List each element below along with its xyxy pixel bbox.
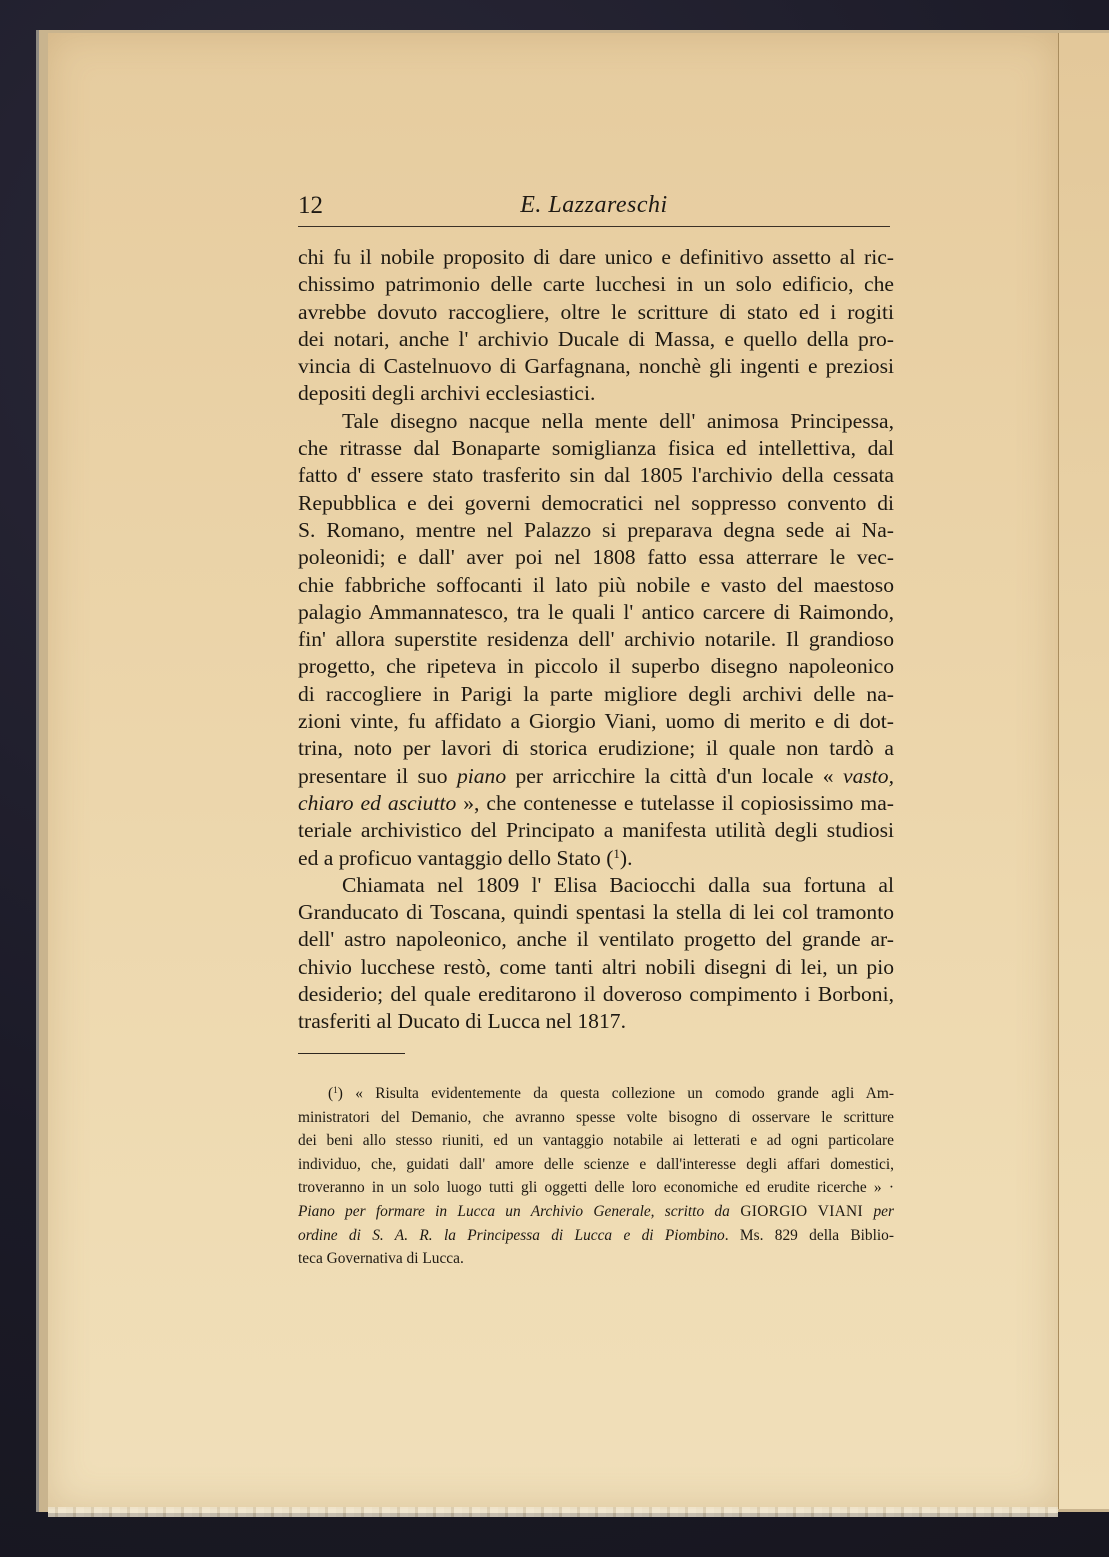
citation-italic: ordine di S. A. R. la Principessa di Lucca e di Piombino xyxy=(298,1226,725,1244)
text-line: teriale archivistico del Principato a manifesta utilità degli studiosi xyxy=(298,818,894,843)
text-line: che ritrasse dal Bonaparte somiglianza fisica ed intellettiva, dal xyxy=(298,436,894,461)
text-line: poleonidi; e dall' aver poi nel 1808 fatto essa atterrare le vec- xyxy=(298,545,894,570)
quotation-italic: vasto, xyxy=(843,763,894,788)
footnote-reference[interactable]: 1 xyxy=(613,845,620,861)
text-line: chie fabbriche soffocanti il lato più nobile e vasto del maestoso xyxy=(298,572,894,597)
text-line: zioni vinte, fu affidato a Giorgio Viani, uomo di merito e di dot- xyxy=(298,709,894,734)
text-line: chissimo patrimonio delle carte lucchesi in un solo edificio, che xyxy=(298,272,894,297)
text-line: vincia di Castelnuovo di Garfagnana, nonchè gli ingenti e preziosi xyxy=(298,354,894,379)
text-line: Chiamata nel 1809 l' Elisa Baciocchi dalla sua fortuna al xyxy=(342,872,894,897)
footnote-line: ministratori del Demanio, che avranno spesse volte bisogno di osservare le scritture xyxy=(298,1108,894,1126)
citation-title: Piano per formare in Lucca un Archivio Generale, scritto da xyxy=(298,1202,730,1220)
text-line: dei notari, anche l' archivio Ducale di Massa, e quello della pro- xyxy=(298,326,894,351)
text-line: fin' allora superstite residenza dell' archivio notarile. Il grandioso xyxy=(298,627,894,652)
italic-term-piano: piano xyxy=(456,763,507,788)
text-line xyxy=(298,790,894,817)
marker-number: 1 xyxy=(333,1084,338,1095)
text-run: presentare il suo xyxy=(298,763,457,788)
text-line: trasferiti al Ducato di Lucca nel 1817. xyxy=(298,1009,626,1034)
text-line xyxy=(298,763,894,790)
text-line: di raccogliere in Parigi la parte migliore degli archivi delle na- xyxy=(298,681,894,706)
text-run: per arricchire la città d'un locale « xyxy=(506,763,844,788)
text-line: S. Romano, mentre nel Palazzo si preparava degna sede ai Na- xyxy=(298,517,894,542)
footnote-line: teca Governativa di Lucca. xyxy=(298,1250,464,1268)
paragraph-2 xyxy=(298,408,894,872)
citation-shelfmark: . Ms. 829 della Biblio- xyxy=(724,1226,894,1244)
text-line: dell' astro napoleonico, anche il ventilato progetto del grande ar- xyxy=(298,927,894,952)
footnote-separator xyxy=(298,1053,405,1054)
text-line: fatto d' essere stato trasferito sin dal 1805 l'archivio della cessata xyxy=(298,463,894,488)
text-run: », che contenesse e tutelasse il copiosissimo ma- xyxy=(456,790,894,815)
footnote-line: dei beni allo stesso riuniti, ed un vantaggio notabile ai letterati e ad ogni particolare xyxy=(298,1132,894,1150)
text-line: chivio lucchese restò, come tanti altri nobili disegni di lei, un pio xyxy=(298,954,894,979)
body-text xyxy=(298,244,894,1036)
text-line xyxy=(298,845,894,872)
running-head xyxy=(298,190,890,227)
footnote-marker xyxy=(328,1085,343,1102)
text-run: ed a proficuo vantaggio dello Stato ( xyxy=(298,845,614,870)
footnote-line xyxy=(298,1082,894,1106)
paragraph-3 xyxy=(298,872,894,1036)
text-line: Granducato di Toscana, quindi spentasi la stella di lei col tramonto xyxy=(298,900,894,925)
text-line: Tale disegno nacque nella mente dell' animosa Principessa, xyxy=(342,408,894,433)
page-number: 12 xyxy=(298,192,323,219)
footnote-line: individuo, che, guidati dall' amore delle scienze e dall'interesse degli affari domestici, xyxy=(298,1155,894,1173)
footnote-line xyxy=(298,1224,894,1248)
text-line: depositi degli archivi ecclesiastici. xyxy=(298,381,596,406)
footnote-text: « Risulta evidentemente da questa collezione un comodo grande agli Am- xyxy=(342,1085,894,1102)
text-line: palagio Ammannatesco, tra le quali l' antico carcere di Raimondo, xyxy=(298,599,894,624)
text-line: avrebbe dovuto raccogliere, oltre le scritture di stato ed i rogiti xyxy=(298,299,894,324)
citation-italic: per xyxy=(873,1202,894,1220)
text-line: Repubblica e dei governi democratici nel soppresso convento di xyxy=(298,490,894,515)
marker-paren: ) xyxy=(337,1085,343,1102)
text-line: desiderio; del quale ereditarono il doveroso compimento i Borboni, xyxy=(298,982,894,1007)
marker-paren: ( xyxy=(328,1085,334,1102)
footnote-line: troveranno in un solo luogo tutti gli oggetti delle loro economiche ed erudite ricerche » · xyxy=(298,1179,894,1197)
quotation-italic: chiaro ed asciutto xyxy=(298,790,457,815)
paragraph-1 xyxy=(298,244,894,408)
text-line: progetto, che ripeteva in piccolo il superbo disegno napoleonico xyxy=(298,654,894,679)
text-run: ). xyxy=(619,845,633,870)
facing-page-edge xyxy=(1058,33,1109,1509)
citation-author: GIORGIO VIANI xyxy=(729,1202,874,1220)
text-line: chi fu il nobile proposito di dare unico e definitivo assetto al ric- xyxy=(298,245,894,269)
footnote-line xyxy=(298,1200,894,1224)
text-line: trina, noto per lavori di storica erudizione; il quale non tardò a xyxy=(298,736,894,761)
footnote-1 xyxy=(298,1082,894,1271)
running-head-author: E. Lazzareschi xyxy=(520,192,668,218)
